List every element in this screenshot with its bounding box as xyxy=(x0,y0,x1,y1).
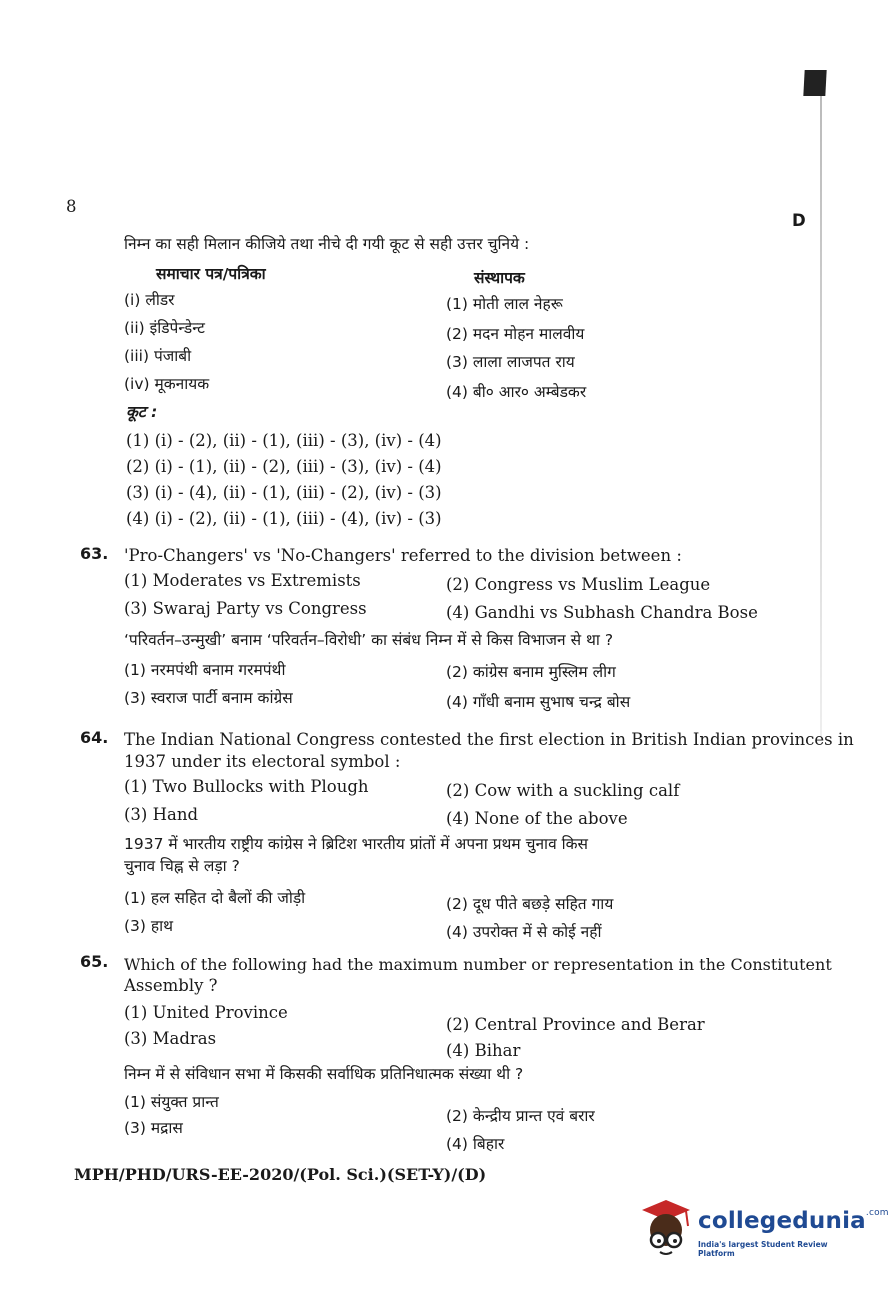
q65-option-en: (4) Bihar xyxy=(446,1041,521,1060)
q62-right-item: (3) लाला लाजपत राय xyxy=(446,353,575,371)
q63-option-en: (3) Swaraj Party vs Congress xyxy=(124,599,367,618)
brand-name: collegedunia$^{.com}$ xyxy=(698,1208,889,1234)
mascot-logo-icon xyxy=(636,1196,696,1260)
exam-footer-code: MPH/PHD/URS-EE-2020/(Pol. Sci.)(SET-Y)/(D) xyxy=(74,1165,487,1184)
q65-option-en: (3) Madras xyxy=(124,1029,217,1048)
q63-option-hi: (3) स्वराज पार्टी बनाम कांग्रेस xyxy=(124,689,293,707)
q65-option-en: (1) United Province xyxy=(124,1003,288,1022)
q62-col1-header: समाचार पत्र/पत्रिका xyxy=(156,265,266,283)
q62-col2-header: संस्थापक xyxy=(474,269,525,287)
q64-option-en: (3) Hand xyxy=(124,805,199,824)
q64-question-en-line2: 1937 under its electoral symbol : xyxy=(124,752,401,771)
q63-option-en: (2) Congress vs Muslim League xyxy=(446,575,711,594)
q64-number: 64. xyxy=(80,728,109,747)
q63-question-en: 'Pro-Changers' vs 'No-Changers' referred to the division between : xyxy=(124,546,682,565)
q65-question-en-line2: Assembly ? xyxy=(124,976,218,995)
q62-right-item: (2) मदन मोहन मालवीय xyxy=(446,325,585,343)
q65-option-hi: (2) केन्द्रीय प्रान्त एवं बरार xyxy=(446,1107,595,1125)
q62-right-item: (1) मोती लाल नेहरू xyxy=(446,295,563,313)
q65-option-hi: (3) मद्रास xyxy=(124,1119,183,1137)
q62-left-item: (iv) मूकनायक xyxy=(124,375,210,393)
q62-code-option: (3) (i) - (4), (ii) - (1), (iii) - (2), (iv) - (3) xyxy=(126,483,442,502)
q64-option-hi: (4) उपरोक्त में से कोई नहीं xyxy=(446,923,602,941)
q62-instruction: निम्न का सही मिलान कीजिये तथा नीचे दी गयी कूट से सही उत्तर चुनिये : xyxy=(124,235,530,253)
q64-option-hi: (1) हल सहित दो बैलों की जोड़ी xyxy=(124,889,306,907)
q62-code-label: कूट : xyxy=(126,403,158,421)
q65-question-en-line1: Which of the following had the maximum number or representation in the Constitutent xyxy=(124,955,832,974)
set-letter: D xyxy=(792,211,806,230)
scan-edge-line xyxy=(820,96,822,736)
q63-option-hi: (4) गाँधी बनाम सुभाष चन्द्र बोस xyxy=(446,693,631,711)
q62-code-option: (2) (i) - (1), (ii) - (2), (iii) - (3), (iv) - (4) xyxy=(126,457,442,476)
q63-option-en: (1) Moderates vs Extremists xyxy=(124,571,361,590)
q64-option-hi: (2) दूध पीते बछड़े सहित गाय xyxy=(446,895,614,913)
brand-tagline: India's largest Student Review Platform xyxy=(698,1240,828,1258)
q63-option-en: (4) Gandhi vs Subhash Chandra Bose xyxy=(446,603,758,622)
q62-right-item: (4) बी० आर० अम्बेडकर xyxy=(446,383,587,401)
collegedunia-watermark xyxy=(636,1196,889,1266)
q64-question-hi-line2: चुनाव चिह्न से लड़ा ? xyxy=(124,857,240,875)
q64-option-en: (2) Cow with a suckling calf xyxy=(446,781,680,800)
page-number: 8 xyxy=(66,197,77,216)
q63-option-hi: (2) कांग्रेस बनाम मुस्लिम लीग xyxy=(446,663,616,681)
q62-code-option: (4) (i) - (2), (ii) - (1), (iii) - (4), (iv) - (3) xyxy=(126,509,442,528)
q62-left-item: (ii) इंडिपेन्डेन्ट xyxy=(124,319,205,337)
q63-option-hi: (1) नरमपंथी बनाम गरमपंथी xyxy=(124,661,286,679)
q63-number: 63. xyxy=(80,544,109,563)
q64-option-en: (4) None of the above xyxy=(446,809,628,828)
q63-question-hi: ‘परिवर्तन–उन्मुखी’ बनाम ‘परिवर्तन–विरोधी’ का संबंध निम्न में से किस विभाजन से था ? xyxy=(124,631,614,649)
q64-option-hi: (3) हाथ xyxy=(124,917,174,935)
q62-left-item: (iii) पंजाबी xyxy=(124,347,192,365)
q64-option-en: (1) Two Bullocks with Plough xyxy=(124,777,369,796)
q65-option-hi: (4) बिहार xyxy=(446,1135,505,1153)
scan-edge-mark xyxy=(803,70,826,96)
q65-option-en: (2) Central Province and Berar xyxy=(446,1015,705,1034)
q62-left-item: (i) लीडर xyxy=(124,291,175,309)
q65-option-hi: (1) संयुक्त प्रान्त xyxy=(124,1093,219,1111)
q65-question-hi: निम्न में से संविधान सभा में किसकी सर्वाधिक प्रतिनिधात्मक संख्या थी ? xyxy=(124,1065,524,1083)
q64-question-hi-line1: 1937 में भारतीय राष्ट्रीय कांग्रेस ने ब्रिटिश भारतीय प्रांतों में अपना प्रथम चुनाव किस xyxy=(124,835,589,853)
q62-code-option: (1) (i) - (2), (ii) - (1), (iii) - (3), (iv) - (4) xyxy=(126,431,442,450)
q65-number: 65. xyxy=(80,952,109,971)
q64-question-en-line1: The Indian National Congress contested the first election in British Indian provinces in xyxy=(124,730,854,749)
